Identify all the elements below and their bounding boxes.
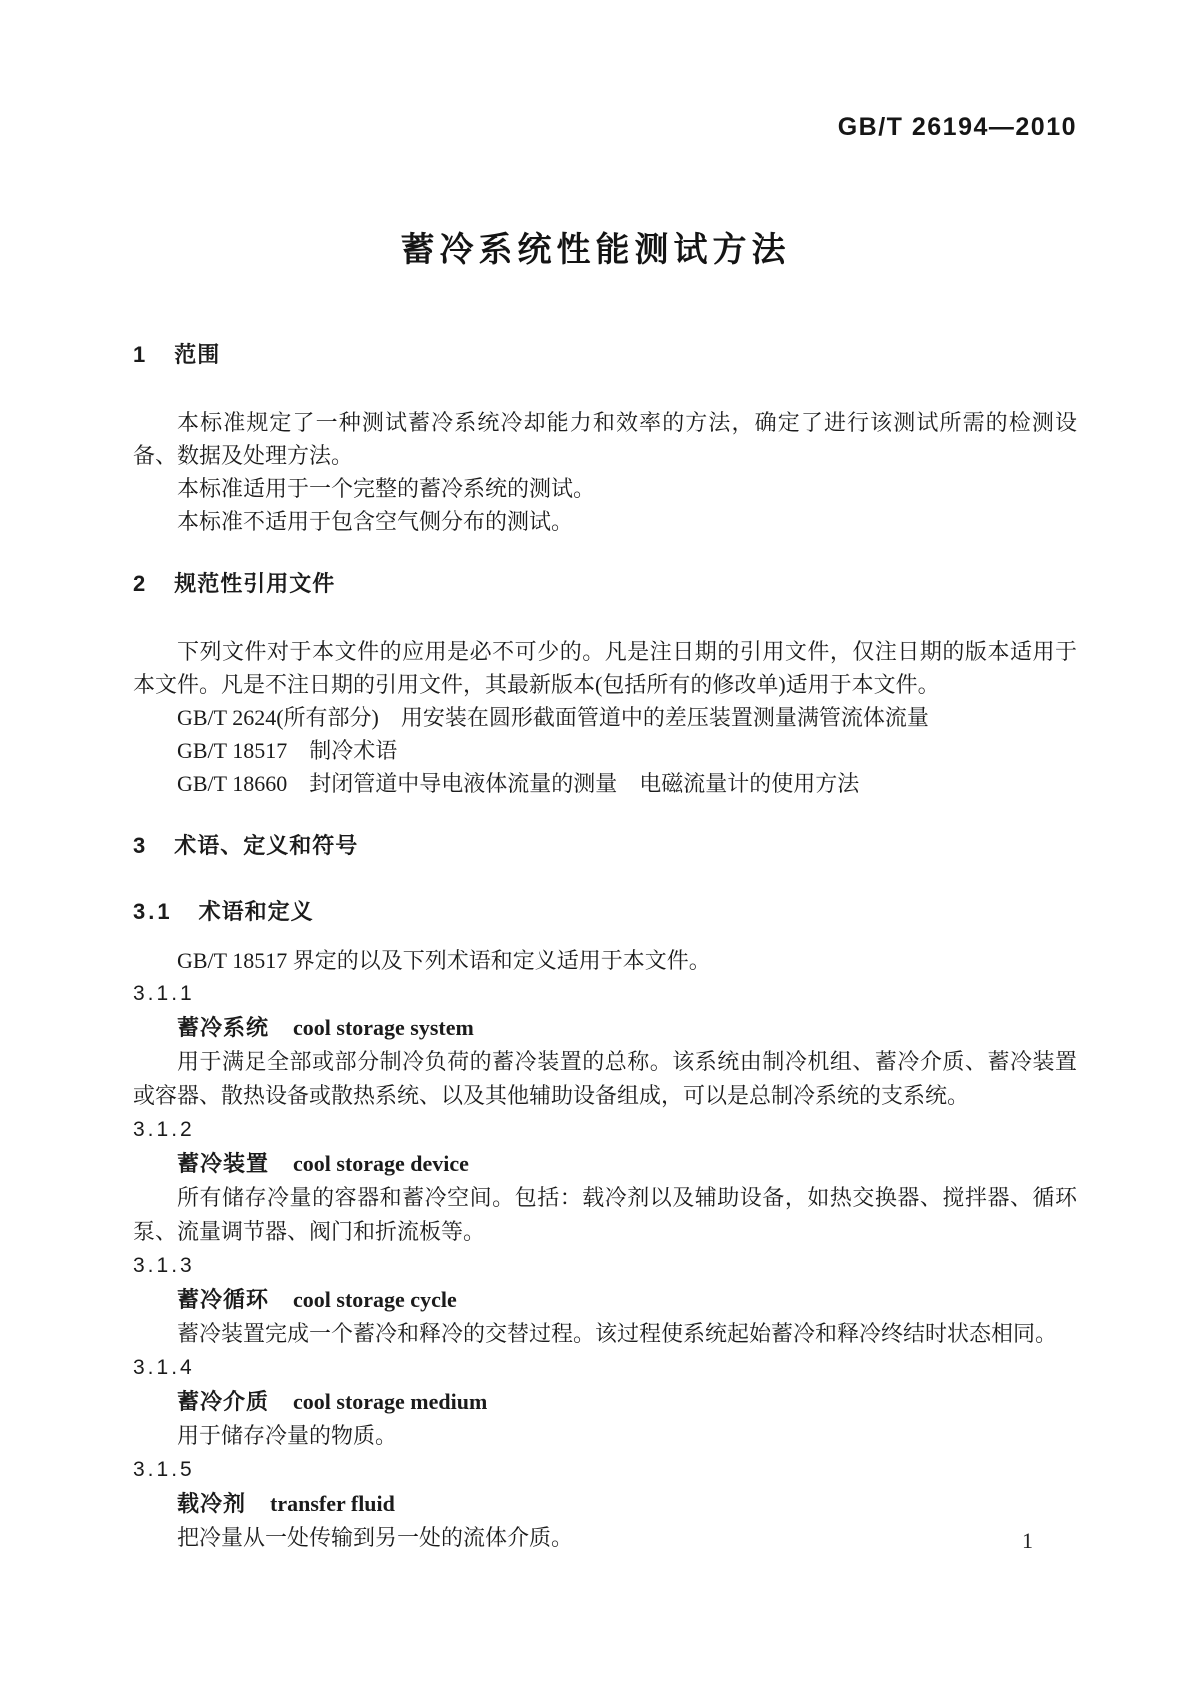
- section-heading: [133, 569, 1077, 599]
- standard-code: GB/T 26194—2010: [837, 113, 1077, 141]
- body-paragraph: 下列文件对于本文件的应用是必不可少的。凡是注日期的引用文件，仅注日期的版本适用于本文件。凡是不注日期的引用文件，其最新版本(包括所有的修改单)适用于本文件。: [133, 639, 1077, 697]
- heading-number: 1: [133, 342, 149, 367]
- heading-number: 3: [133, 833, 149, 858]
- term-entry: [133, 1487, 1077, 1521]
- term-english: cool storage device: [293, 1151, 469, 1176]
- term-entry: [133, 1385, 1077, 1419]
- clause-number: 3.1.1: [133, 982, 195, 1005]
- heading-number: 2: [133, 571, 149, 596]
- normative-reference: GB/T 2624(所有部分) 用安装在圆形截面管道中的差压装置测量满管流体流量: [177, 705, 929, 730]
- term-chinese: 蓄冷循环: [177, 1287, 270, 1312]
- term-definition: 用于满足全部或部分制冷负荷的蓄冷装置的总称。该系统由制冷机组、蓄冷介质、蓄冷装置或容器、散热设备或散热系统、以及其他辅助设备组成，可以是总制冷系统的支系统。: [133, 1049, 1077, 1108]
- term-entry: [133, 1011, 1077, 1045]
- body-paragraph: 本标准适用于一个完整的蓄冷系统的测试。: [177, 476, 596, 501]
- clause-number: 3.1.4: [133, 1356, 195, 1379]
- clause-number: 3.1.5: [133, 1458, 195, 1481]
- term-english: cool storage system: [293, 1015, 474, 1040]
- heading-number: 3.1: [133, 899, 173, 924]
- body-paragraph: GB/T 18517 界定的以及下列术语和定义适用于本文件。: [177, 948, 711, 973]
- heading-text: 规范性引用文件: [174, 571, 336, 596]
- term-chinese: 蓄冷装置: [177, 1151, 270, 1176]
- term-definition: 用于储存冷量的物质。: [177, 1423, 398, 1448]
- heading-text: 范围: [174, 342, 221, 367]
- page-number: 1: [1022, 1528, 1033, 1553]
- heading-text: 术语和定义: [198, 899, 314, 924]
- term-english: cool storage medium: [293, 1389, 488, 1414]
- clause-number: 3.1.3: [133, 1254, 195, 1277]
- document-title: 蓄冷系统性能测试方法: [400, 231, 791, 269]
- normative-reference: GB/T 18517 制冷术语: [177, 738, 398, 763]
- body-paragraph: 本标准规定了一种测试蓄冷系统冷却能力和效率的方法，确定了进行该测试所需的检测设备、数据及处理方法。: [133, 410, 1077, 468]
- section-heading: [133, 831, 1077, 861]
- term-chinese: 载冷剂: [177, 1491, 247, 1516]
- term-english: transfer fluid: [270, 1491, 395, 1516]
- term-entry: [133, 1147, 1077, 1181]
- normative-reference: GB/T 18660 封闭管道中导电液体流量的测量 电磁流量计的使用方法: [177, 771, 860, 796]
- clause-number: 3.1.2: [133, 1118, 195, 1141]
- subsection-heading: [133, 897, 1077, 927]
- term-entry: [133, 1283, 1077, 1317]
- document-body: [133, 340, 1077, 1555]
- term-definition: 把冷量从一处传输到另一处的流体介质。: [177, 1525, 574, 1550]
- term-definition: 所有储存冷量的容器和蓄冷空间。包括：载冷剂以及辅助设备，如热交换器、搅拌器、循环泵、流量调节器、阀门和折流板等。: [133, 1185, 1077, 1244]
- term-english: cool storage cycle: [293, 1287, 457, 1312]
- term-definition: 蓄冷装置完成一个蓄冷和释冷的交替过程。该过程使系统起始蓄冷和释冷终结时状态相同。: [177, 1321, 1058, 1346]
- term-chinese: 蓄冷介质: [177, 1389, 270, 1414]
- body-paragraph: 本标准不适用于包含空气侧分布的测试。: [177, 509, 574, 534]
- section-heading: [133, 340, 1077, 370]
- term-chinese: 蓄冷系统: [177, 1015, 270, 1040]
- heading-text: 术语、定义和符号: [174, 833, 359, 858]
